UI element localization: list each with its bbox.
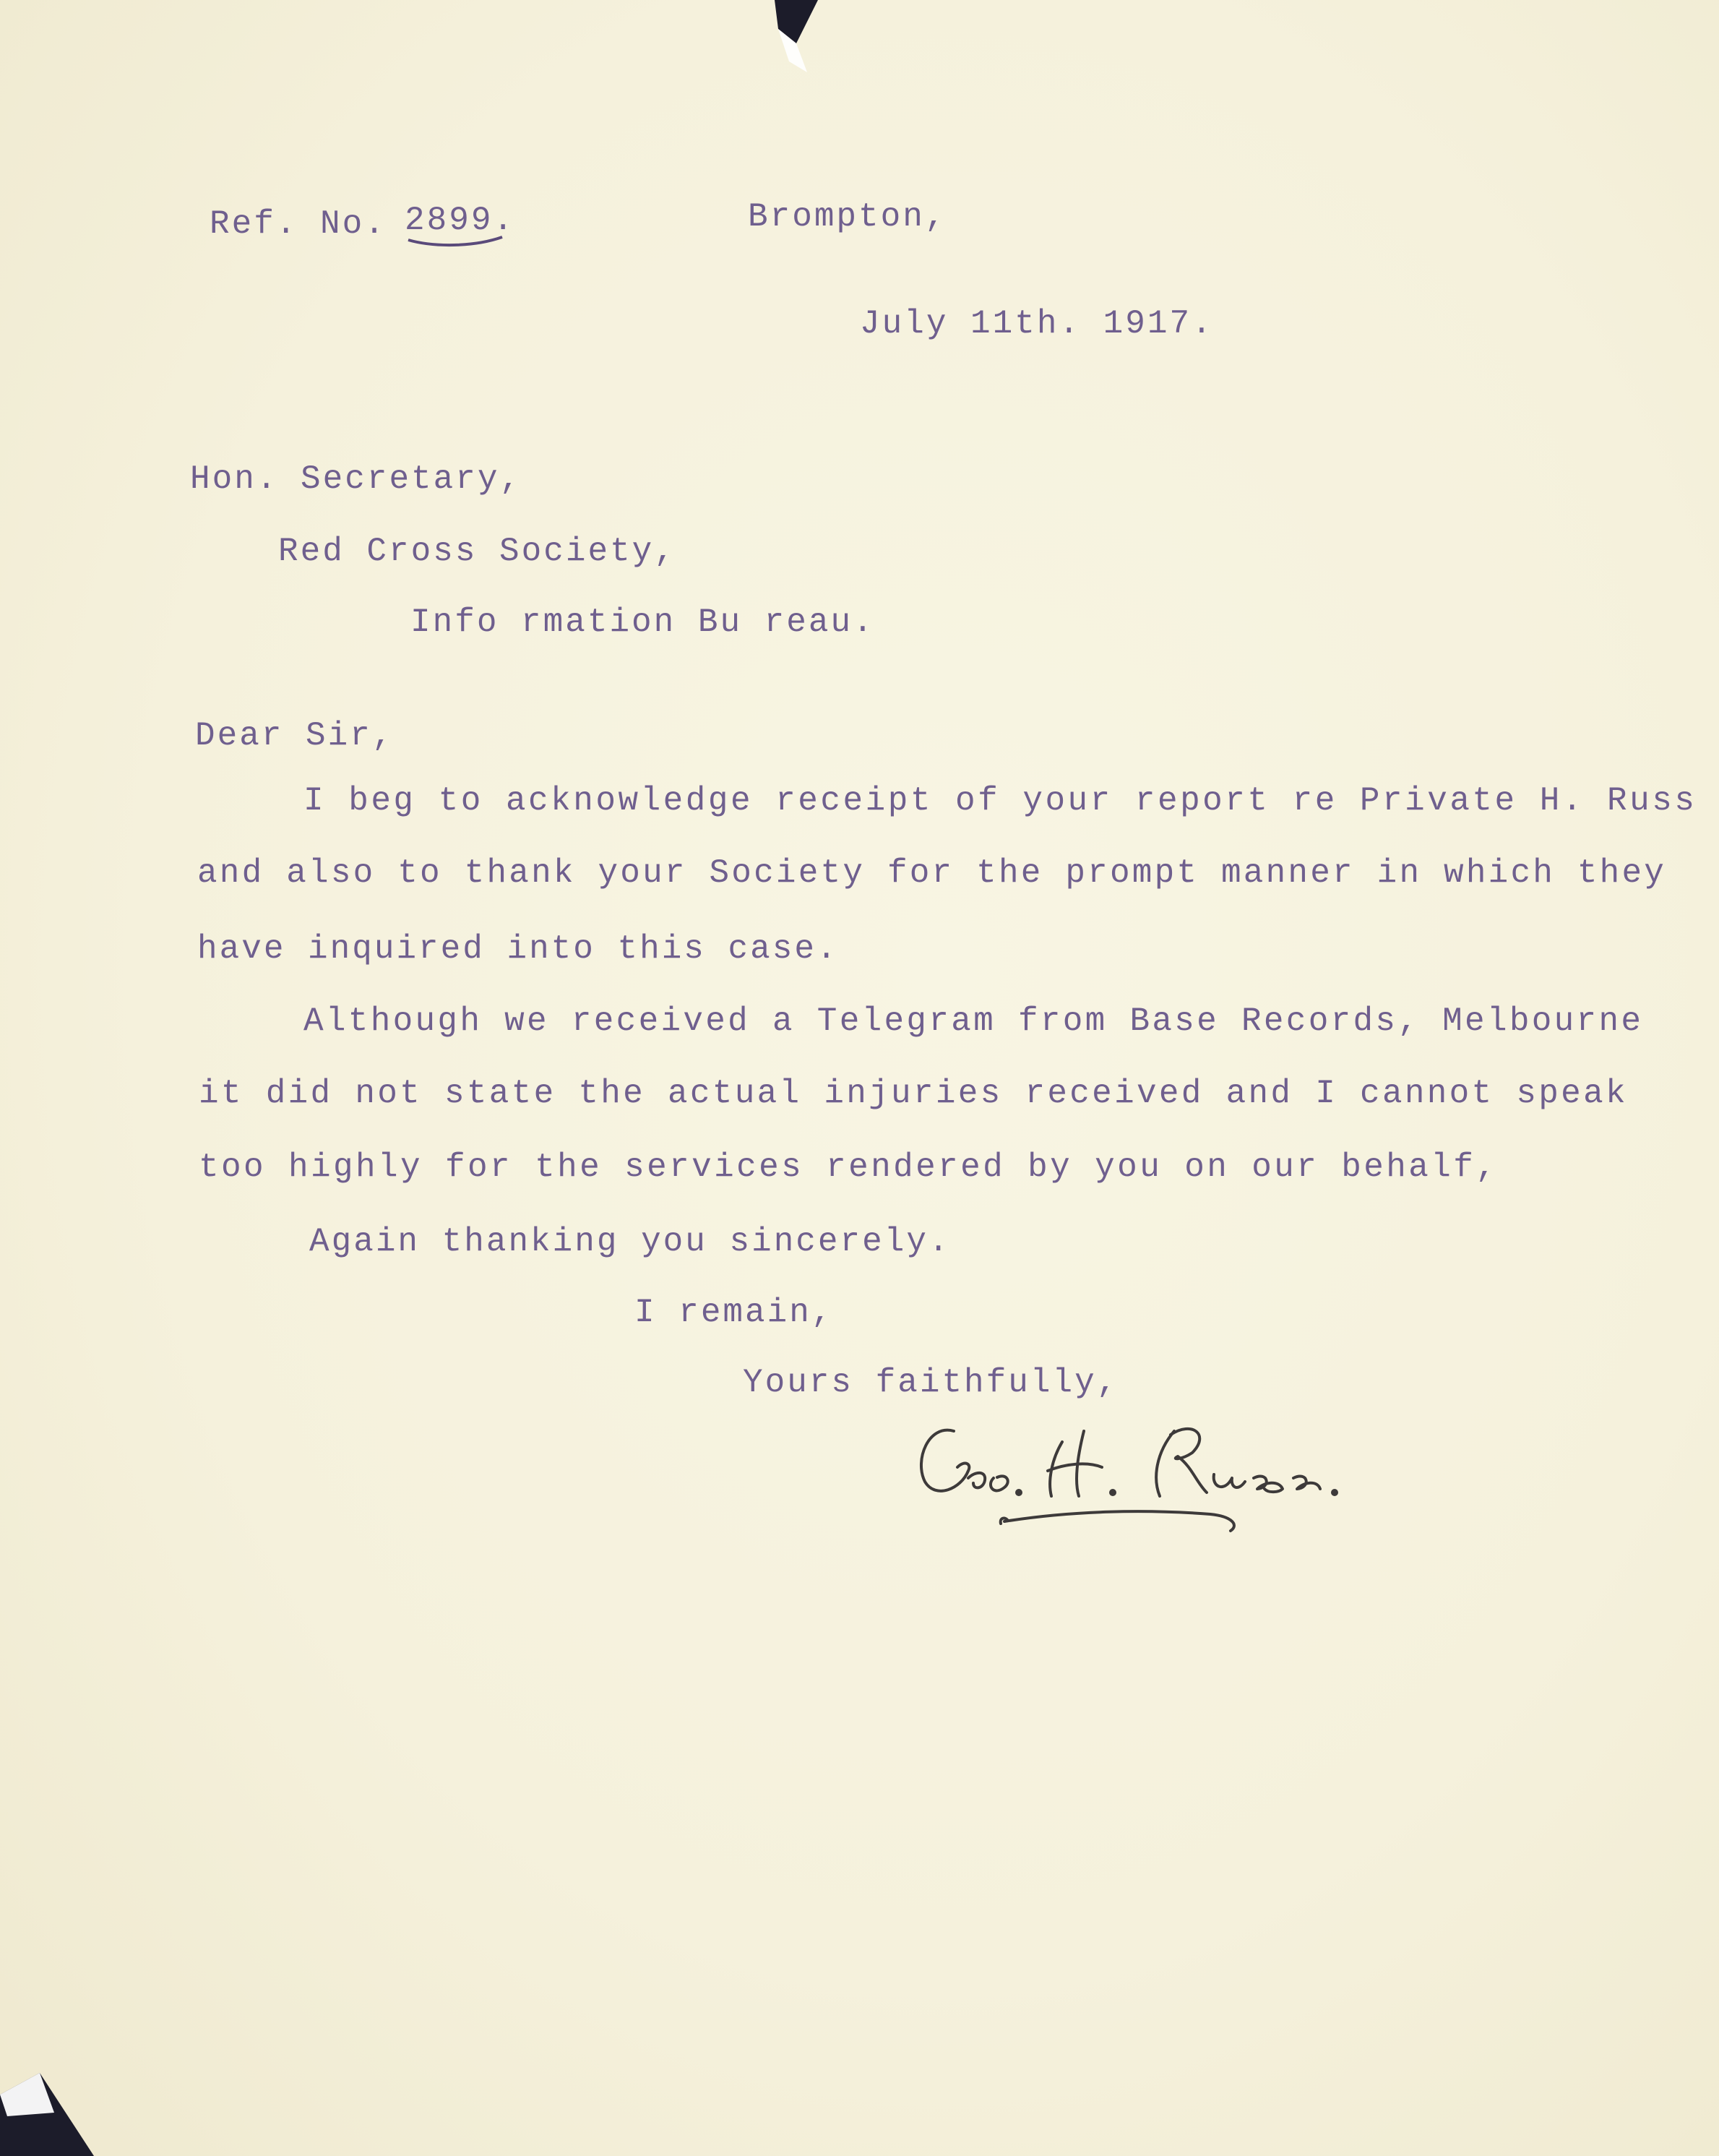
- salutation: Dear Sir,: [195, 717, 395, 755]
- body-line-2: and also to thank your Society for the prompt manner in which they: [197, 854, 1667, 892]
- body-line-7: Again thanking you sincerely.: [309, 1223, 951, 1260]
- closing-yours-faithfully: Yours faithfully,: [743, 1364, 1119, 1401]
- body-line-6: too highly for the services rendered by you on our behalf,: [199, 1148, 1499, 1186]
- body-line-3: have inquired into this case.: [197, 930, 839, 968]
- body-line-4: Although we received a Telegram from Base Records, Melbourne: [303, 1002, 1644, 1040]
- reference-underline: [405, 231, 506, 253]
- body-line-1: I beg to acknowledge receipt of your report re Private H. Russ: [303, 782, 1697, 820]
- handwritten-signature: [907, 1402, 1377, 1539]
- torn-corner-top: [746, 0, 818, 72]
- reference-label: Ref. No.: [210, 205, 387, 243]
- address-line-3: Info rmation Bu reau.: [410, 604, 875, 641]
- body-line-5: it did not state the actual injuries received and I cannot speak: [199, 1075, 1628, 1112]
- reference-number: 2899.: [405, 202, 516, 239]
- letter-place: Brompton,: [748, 198, 947, 236]
- address-line-2: Red Cross Society,: [278, 533, 676, 570]
- torn-corner-bottom: [0, 2073, 94, 2156]
- address-line-1: Hon. Secretary,: [190, 460, 522, 498]
- closing-remain: I remain,: [634, 1294, 834, 1331]
- letter-date: July 11th. 1917.: [860, 305, 1214, 343]
